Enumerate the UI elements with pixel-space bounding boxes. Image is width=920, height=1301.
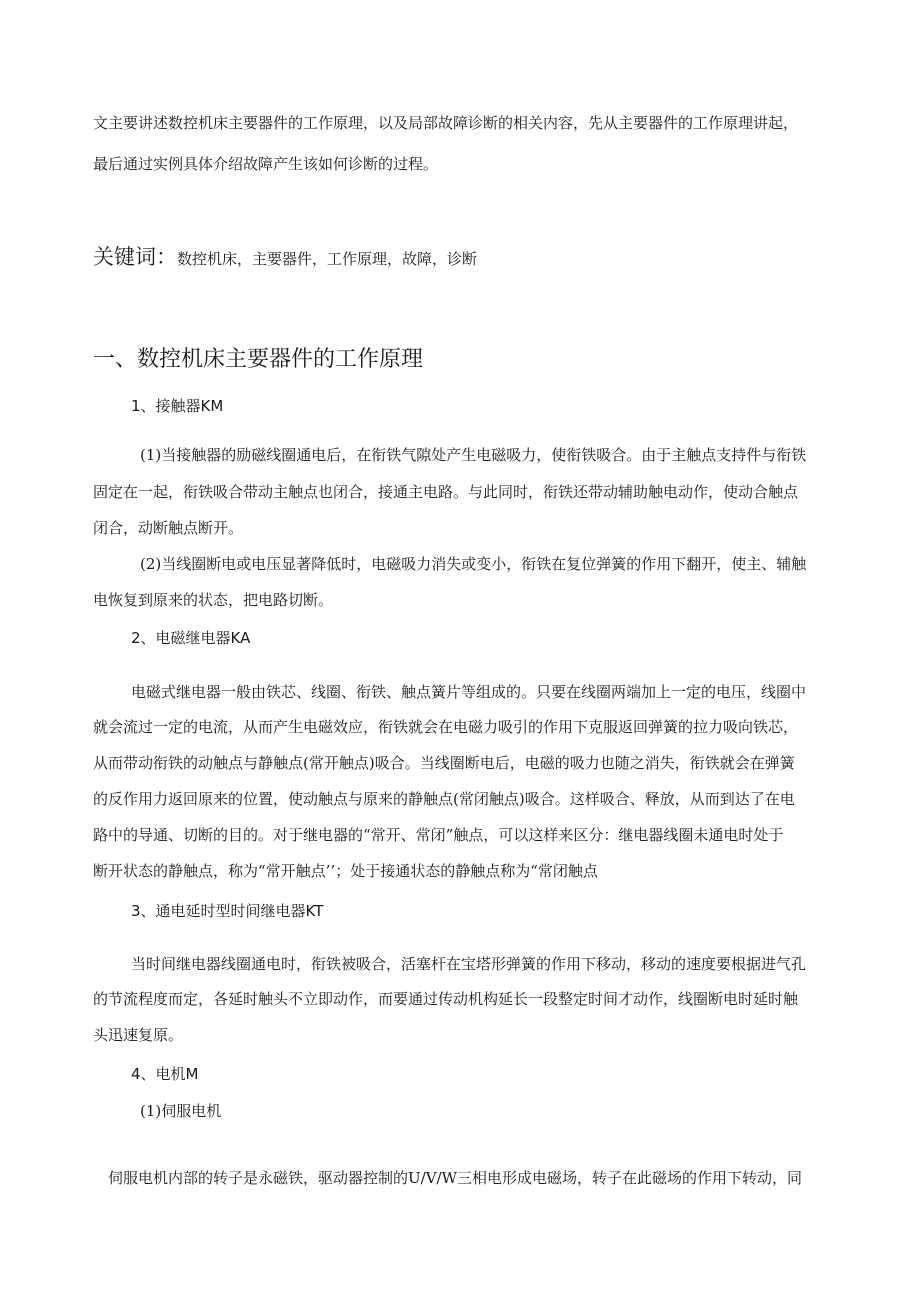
paragraph-line: 头迅速复原。 [93,1026,184,1044]
keywords [93,244,477,272]
subsection-title-km: 1、接触器KM [131,397,224,415]
keywords-text: 数控机床，主要器件，工作原理，故障，诊断 [177,250,478,268]
abstract-line: 最后通过实例具体介绍故障产生该如何诊断的过程。 [93,155,439,173]
paragraph-line: 断开状态的静触点，称为“常开触点’’；处于接通状态的静触点称为“常闭触点 [93,862,598,880]
subsection-title-ka: 2、电磁继电器KA [131,629,251,647]
paragraph-line: 固定在一起，衔铁吸合带动主触点也闭合，接通主电路。与此同时，衔铁还带动辅助触电动作，使动合触点 [93,483,799,501]
paragraph-line: 伺服电机内部的转子是永磁铁，驱动器控制的U/V/W三相电形成电磁场，转子在此磁场的作用下转动，同 [108,1169,803,1187]
paragraph-line: 从而带动衔铁的动触点与静触点(常开触点)吸合。当线圈断电后，电磁的吸力也随之消失，衔铁就会在弹簧 [93,754,795,772]
subsubsection-title: (1)伺服电机 [140,1102,222,1120]
paragraph-line: (2)当线圈断电或电压显著降低时，电磁吸力消失或变小，衔铁在复位弹簧的作用下翻开，使主、辅触 [140,555,807,573]
subsection-title-motor: 4、电机M [131,1065,199,1083]
paragraph-line: 的反作用力返回原来的位置，使动触点与原来的静触点(常闭触点)吸合。这样吸合、释放，从而到达了在电 [93,790,795,808]
paragraph-line: 当时间继电器线圈通电时，衔铁被吸合，活塞杆在宝塔形弹簧的作用下移动，移动的速度要根据进气孔 [131,955,807,973]
abstract-line: 文主要讲述数控机床主要器件的工作原理，以及局部故障诊断的相关内容，先从主要器件的工作原理讲起， [93,114,799,132]
paragraph-line: 就会流过一定的电流，从而产生电磁效应，衔铁就会在电磁力吸引的作用下克服返回弹簧的拉力吸向铁芯， [93,718,799,736]
subsection-title-kt: 3、通电延时型时间继电器KT [131,902,324,920]
paragraph-line: 电磁式继电器一般由铁芯、线圈、衔铁、触点簧片等组成的。只要在线圈两端加上一定的电压，线圈中 [131,683,807,701]
paragraph-line: 电恢复到原来的状态，把电路切断。 [93,591,334,609]
paragraph-line: (1)当接触器的励磁线圈通电后，在衔铁气隙处产生电磁吸力，使衔铁吸合。由于主触点支持件与衔铁 [140,446,807,464]
paragraph-line: 路中的导通、切断的目的。对于继电器的“常开、常闭”触点，可以这样来区分：继电器线圈未通电时处于 [93,826,784,844]
paragraph-line: 的节流程度而定，各延时触头不立即动作，而要通过传动机构延长一段整定时间才动作，线圈断电时延时触 [93,990,799,1008]
section-heading: 一、数控机床主要器件的工作原理 [93,347,424,372]
paragraph-line: 闭合，动断触点断开。 [93,519,244,537]
keywords-label: 关键词： [93,245,177,269]
